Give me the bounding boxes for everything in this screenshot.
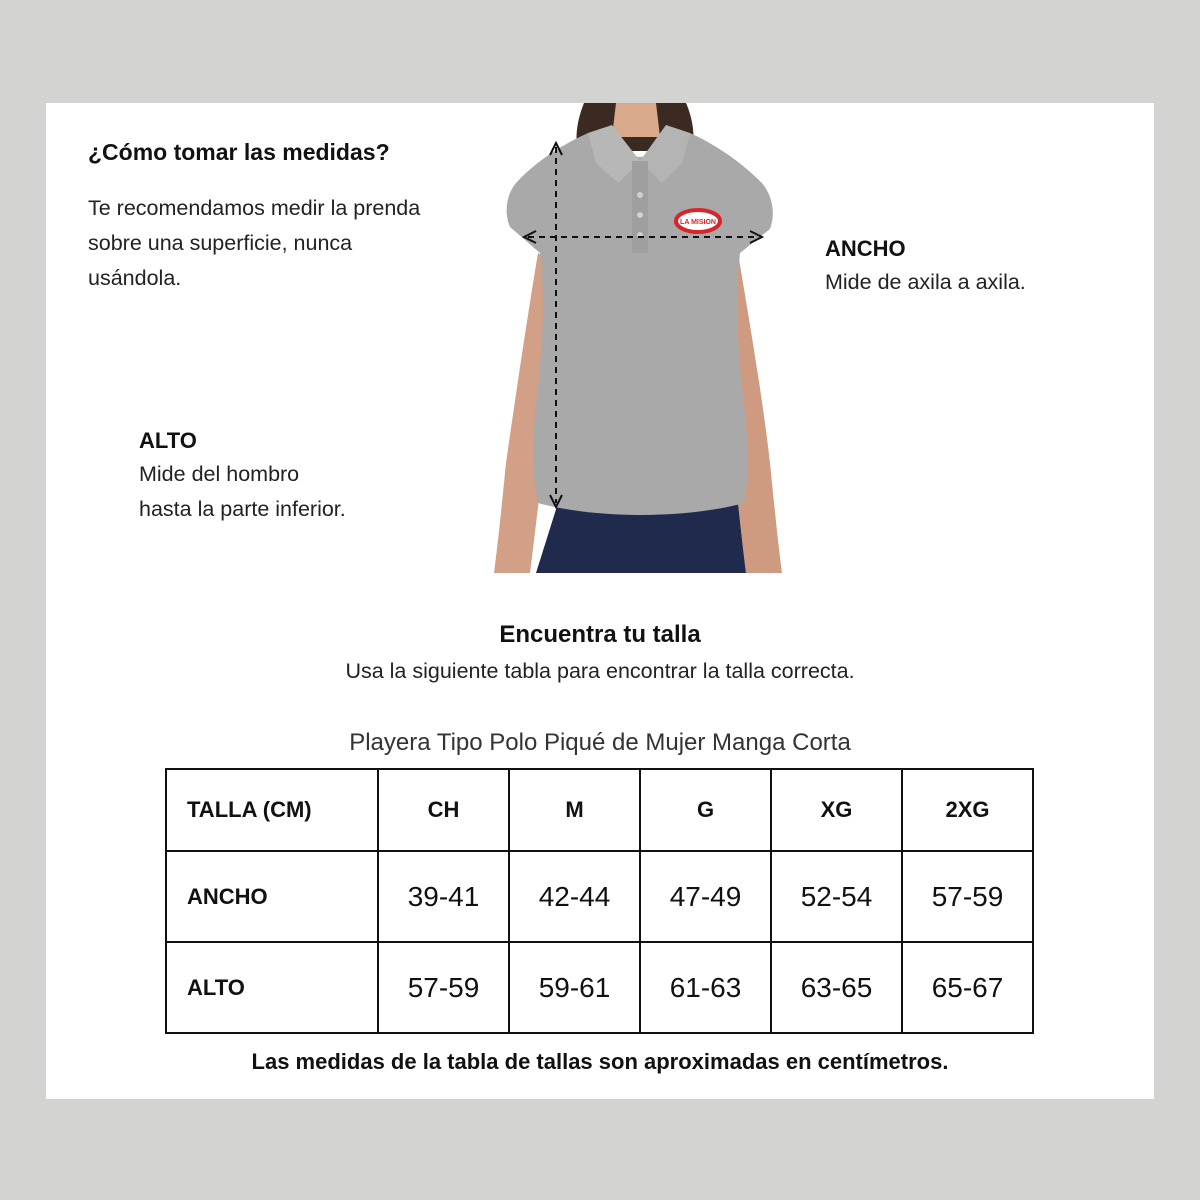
polo-model-illustration xyxy=(476,103,806,573)
alto-label: ALTO xyxy=(139,428,197,453)
table-header-cell: XG xyxy=(771,769,902,851)
alto-text: Mide del hombro hasta la parte inferior. xyxy=(139,462,346,521)
howto-title: ¿Cómo tomar las medidas? xyxy=(88,139,390,165)
table-row xyxy=(166,851,1033,942)
table-cell: 42-44 xyxy=(509,851,640,942)
table-header-cell: M xyxy=(509,769,640,851)
size-table xyxy=(165,768,1034,1034)
brand-logo-text: LA MISION xyxy=(680,219,716,226)
table-header-cell: TALLA (CM) xyxy=(166,769,378,851)
table-cell: 39-41 xyxy=(378,851,509,942)
table-header-cell: CH xyxy=(378,769,509,851)
row-label: ANCHO xyxy=(166,851,378,942)
table-cell: 57-59 xyxy=(378,942,509,1033)
brand-logo xyxy=(676,210,720,232)
ancho-text: Mide de axila a axila. xyxy=(825,270,1026,294)
howto-text: Te recomendamos medir la prenda sobre una superficie, nunca usándola. xyxy=(88,196,421,290)
table-cell: 57-59 xyxy=(902,851,1033,942)
neck xyxy=(612,103,660,137)
table-row xyxy=(166,942,1033,1033)
table-cell: 47-49 xyxy=(640,851,771,942)
table-header-row xyxy=(166,769,1033,851)
find-size-subtitle: Usa la siguiente tabla para encontrar la talla correcta. xyxy=(345,659,855,683)
table-cell: 52-54 xyxy=(771,851,902,942)
table-cell: 59-61 xyxy=(509,942,640,1033)
size-guide-card xyxy=(46,103,1154,1099)
find-size-title: Encuentra tu talla xyxy=(499,621,701,648)
table-header-cell: G xyxy=(640,769,771,851)
footnote: Las medidas de la tabla de tallas son aproximadas en centímetros. xyxy=(251,1049,949,1074)
table-cell: 63-65 xyxy=(771,942,902,1033)
table-caption: Playera Tipo Polo Piqué de Mujer Manga Corta xyxy=(349,729,851,756)
table-cell: 65-67 xyxy=(902,942,1033,1033)
alto-info xyxy=(139,425,346,527)
ancho-info xyxy=(825,233,1026,300)
row-label: ALTO xyxy=(166,942,378,1033)
table-cell: 61-63 xyxy=(640,942,771,1033)
table-header-cell: 2XG xyxy=(902,769,1033,851)
ancho-label: ANCHO xyxy=(825,236,906,261)
